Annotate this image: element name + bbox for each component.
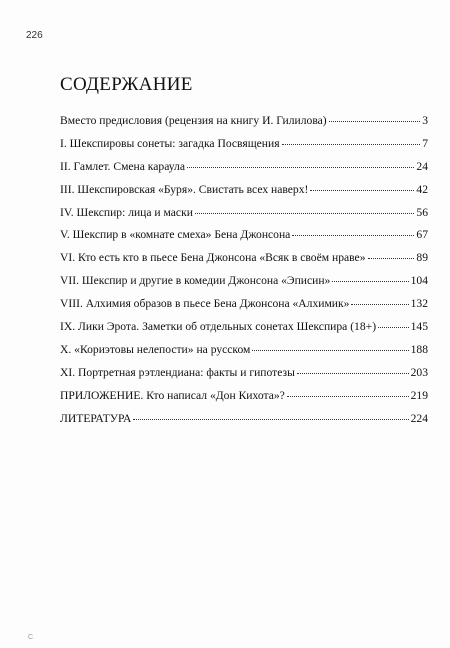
toc-entry <box>60 389 428 412</box>
toc-entry-page: 3 <box>422 114 428 127</box>
toc-entry <box>60 206 428 229</box>
toc-dot-leader <box>252 350 408 351</box>
toc-dot-leader <box>368 258 415 259</box>
toc-entry-page: 42 <box>416 182 428 196</box>
table-of-contents <box>60 114 428 434</box>
toc-entry-title: ЛИТЕРАТУРА <box>60 411 132 425</box>
page-title: СОДЕРЖАНИЕ <box>60 74 193 95</box>
toc-entry-title: IV. Шекспир: лица и маски <box>60 205 193 219</box>
toc-entry-title: ПРИЛОЖЕНИЕ. Кто написал «Дон Кихота»? <box>60 388 285 402</box>
toc-entry <box>60 160 428 183</box>
toc-dot-leader <box>310 190 414 191</box>
toc-dot-leader <box>133 419 408 420</box>
corner-mark: С <box>28 634 34 641</box>
toc-entry <box>60 366 428 389</box>
toc-entry-page: 145 <box>410 320 428 334</box>
toc-entry <box>60 412 428 435</box>
toc-dot-leader <box>195 213 414 214</box>
toc-entry-page: 104 <box>410 274 428 288</box>
toc-entry <box>60 343 428 366</box>
toc-dot-leader <box>329 121 421 122</box>
toc-entry-page: 56 <box>416 205 428 219</box>
toc-entry-title: Вместо предисловия (рецензия на книгу И. Гилилова) <box>60 114 327 127</box>
toc-entry-title: XI. Портретная рэтлендиана: факты и гипотезы <box>60 365 295 379</box>
toc-entry-page: 132 <box>410 297 428 311</box>
toc-dot-leader <box>297 373 409 374</box>
toc-entry <box>60 183 428 206</box>
toc-entry-title: VIII. Алхимия образов в пьесе Бена Джонсона «Алхимик» <box>60 297 350 311</box>
toc-dot-leader <box>332 281 408 282</box>
toc-entry-title: VI. Кто есть кто в пьесе Бена Джонсона «Всяк в своём нраве» <box>60 251 366 265</box>
toc-dot-leader <box>287 396 409 397</box>
toc-dot-leader <box>292 235 414 236</box>
toc-entry-title: V. Шекспир в «комнате смеха» Бена Джонсона <box>60 228 291 242</box>
toc-entry <box>60 137 428 160</box>
toc-entry-page: 89 <box>416 251 428 265</box>
toc-entry-page: 203 <box>410 365 428 379</box>
toc-entry-page: 224 <box>410 411 428 425</box>
toc-dot-leader <box>378 327 409 328</box>
toc-dot-leader <box>282 144 421 145</box>
toc-entry <box>60 274 428 297</box>
toc-entry-title: III. Шекспировская «Буря». Свистать всех наверх! <box>60 182 309 196</box>
toc-entry <box>60 251 428 274</box>
toc-entry-page: 7 <box>422 136 428 150</box>
toc-dot-leader <box>351 304 408 305</box>
toc-entry-page: 67 <box>416 228 428 242</box>
toc-entry-title: II. Гамлет. Смена караула <box>60 159 185 173</box>
toc-entry-page: 219 <box>410 388 428 402</box>
toc-entry <box>60 114 428 137</box>
toc-entry-title: X. «Кориэтовы нелепости» на русском <box>60 342 251 356</box>
toc-entry <box>60 320 428 343</box>
page-number: 226 <box>26 30 43 41</box>
toc-entry-title: VII. Шекспир и другие в комедии Джонсона «Эписин» <box>60 274 331 288</box>
toc-dot-leader <box>187 167 414 168</box>
toc-entry-page: 188 <box>410 342 428 356</box>
toc-entry <box>60 228 428 251</box>
toc-entry-page: 24 <box>416 159 428 173</box>
toc-entry-title: IX. Лики Эрота. Заметки об отдельных сонетах Шекспира (18+) <box>60 320 377 334</box>
toc-entry <box>60 297 428 320</box>
toc-entry-title: I. Шекспировы сонеты: загадка Посвящения <box>60 136 280 150</box>
